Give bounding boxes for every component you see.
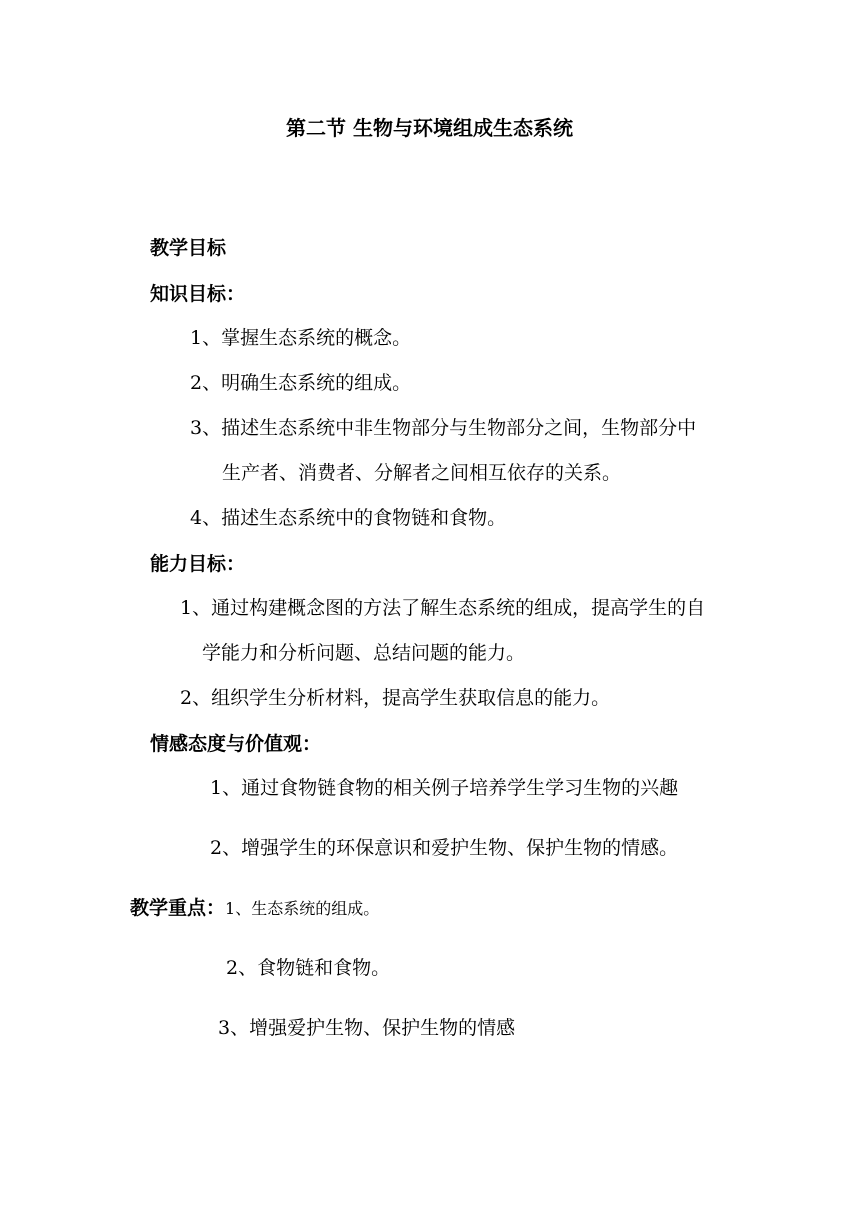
knowledge-item-1: 1、掌握生态系统的概念。	[190, 327, 412, 349]
key-points-row	[130, 896, 379, 921]
ability-item-1: 1、通过构建概念图的方法了解生态系统的组成，提高学生的自	[180, 597, 706, 619]
ability-item-1-continued: 学能力和分析问题、总结问题的能力。	[202, 642, 526, 664]
ability-item-2: 2、组织学生分析材料，提高学生获取信息的能力。	[180, 687, 611, 709]
emotion-goals-heading: 情感态度与价值观：	[150, 733, 322, 755]
key-point-item-3: 3、增强爱护生物、保护生物的情感	[218, 1017, 516, 1039]
page-title: 第二节 生物与环境组成生态系统	[286, 116, 573, 140]
key-point-item-1: 1、生态系统的组成。	[225, 899, 380, 918]
knowledge-item-3-continued: 生产者、消费者、分解者之间相互依存的关系。	[222, 462, 622, 484]
knowledge-item-2: 2、明确生态系统的组成。	[190, 372, 412, 394]
emotion-item-2: 2、增强学生的环保意识和爱护生物、保护生物的情感。	[210, 837, 679, 859]
key-points-heading: 教学重点：	[130, 897, 226, 919]
ability-goals-heading: 能力目标：	[150, 553, 246, 575]
knowledge-item-4: 4、描述生态系统中的食物链和食物。	[190, 507, 507, 529]
key-point-item-2: 2、食物链和食物。	[226, 957, 391, 979]
knowledge-goals-heading: 知识目标：	[150, 283, 246, 305]
knowledge-item-3: 3、描述生态系统中非生物部分与生物部分之间，生物部分中	[190, 417, 697, 439]
teaching-goals-heading: 教学目标	[150, 237, 227, 259]
emotion-item-1: 1、通过食物链食物的相关例子培养学生学习生物的兴趣	[210, 777, 679, 799]
